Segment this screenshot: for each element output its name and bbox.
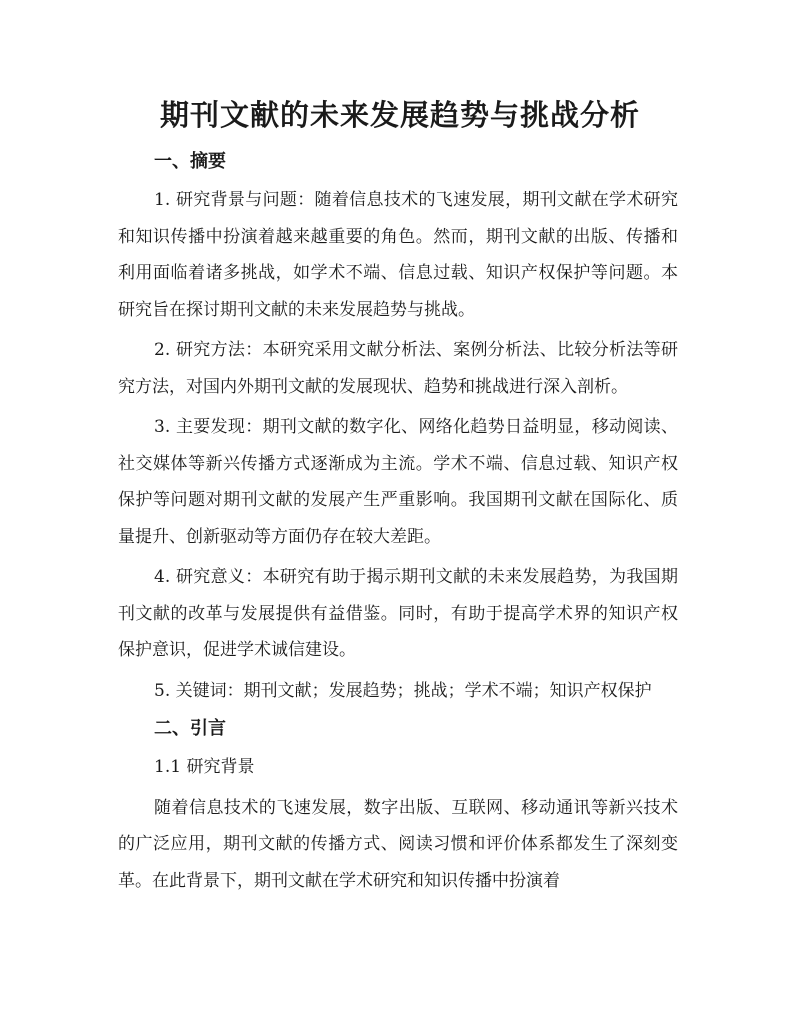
- introduction-paragraph: 随着信息技术的飞速发展，数字出版、互联网、移动通讯等新兴技术的广泛应用，期刊文献的传播方式、阅读习惯和评价体系都发生了深刻变革。在此背景下，期刊文献在学术研究和知识传播中扮演着: [118, 797, 678, 891]
- subsection-heading-background: 1.1 研究背景: [154, 757, 255, 777]
- abstract-item-methods: 2. 研究方法：本研究采用文献分析法、案例分析法、比较分析法等研究方法，对国内外期刊文献的发展现状、趋势和挑战进行深入剖析。: [118, 340, 678, 397]
- abstract-item-background: 1. 研究背景与问题：随着信息技术的飞速发展，期刊文献在学术研究和知识传播中扮演着越来越重要的角色。然而，期刊文献的出版、传播和利用面临着诸多挑战，如学术不端、信息过载、知识产权保护等问题。本研究旨在探讨期刊文献的未来发展趋势与挑战。: [118, 190, 678, 320]
- section-heading-abstract: 一、摘要: [154, 151, 226, 172]
- abstract-item-significance: 4. 研究意义：本研究有助于揭示期刊文献的未来发展趋势，为我国期刊文献的改革与发展提供有益借鉴。同时，有助于提高学术界的知识产权保护意识，促进学术诚信建设。: [118, 567, 678, 660]
- page-title: 期刊文献的未来发展趋势与挑战分析: [159, 98, 640, 132]
- abstract-item-keywords: 5. 关键词：期刊文献；发展趋势；挑战；学术不端；知识产权保护: [154, 680, 652, 701]
- section-heading-introduction: 二、引言: [154, 718, 226, 739]
- document-body: [118, 146, 678, 899]
- abstract-item-findings: 3. 主要发现：期刊文献的数字化、网络化趋势日益明显，移动阅读、社交媒体等新兴传播方式逐渐成为主流。学术不端、信息过载、知识产权保护等问题对期刊文献的发展产生严重影响。我国期刊文献在国际化、质量提升、创新驱动等方面仍存在较大差距。: [118, 417, 678, 547]
